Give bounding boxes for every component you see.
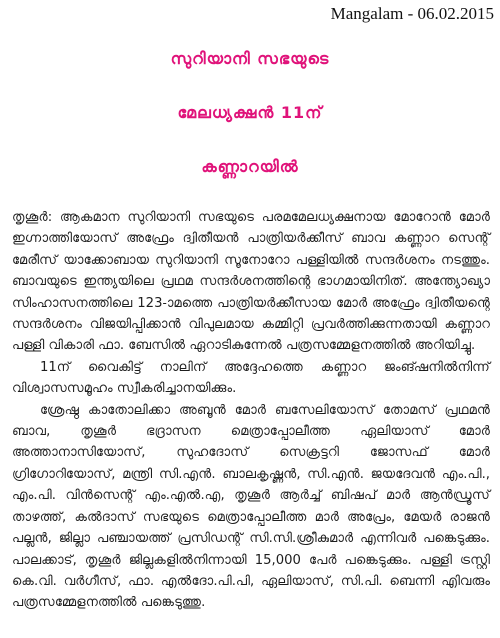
article-paragraph-3: ശ്രേഷ്ഠ കാതോലിക്കാ അബൂന്‍ മോര്‍ ബസേലിയോസ് തോമസ് പ്രഥമന്‍ ബാവ, തൃശൂര്‍ ഭദ്രാസന മെത്രാപ്പോലീത്ത ഏലിയാസ് മോര്‍ അത്താനാസിയോസ്, സുഹദോസ് സെക്രട്ടറി ജോസഫ് മോര്‍ ഗ്രിഗോറിയോസ്, മന്ത്രി സി.എന്‍. ബാലകൃഷ്ണന്‍, സി.എന്‍. ജയദേവന്‍ എം.പി., എം.പി. വിന്‍സെന്റ് എം.എല്‍.എ, തൃശൂര്‍ ആര്‍ച്ച് ബിഷപ് മാര്‍ ആന്‍ഡ്രൂസ് താഴത്ത്, കല്‍ദാസ് സഭയുടെ മെത്രാപ്പോലീത്ത മാര്‍ അപ്രേം, മേയര്‍ രാജന്‍ പല്ലന്‍, ജില്ലാ പഞ്ചായത്ത് പ്രസിഡന്റ് സി.സി.ശ്രീകുമാര്‍ എന്നിവര്‍ പങ്കെടുക്കും. പാലക്കാട്, തൃശൂര്‍ ജില്ലകളില്‍നിന്നായി 15,000 പേര്‍ പങ്കെടുക്കും. പള്ളി ട്രസ്റ്റി കെ.വി. വര്‍ഗീസ്, ഫാ. എല്‍ദോ.പി.പി, ഏലിയാസ്, സി.പി. ബെന്നി എിവരും പത്രസമ്മേളനത്തില്‍ പങ്കെടുത്തു.	[12, 402, 490, 611]
article-paragraph-2: 11ന് വൈകിട്ട് നാലിന് അദ്ദേഹത്തെ കണ്ണാറ ജംങ്ഷനില്‍നിന്ന് വിശ്വാസസമൂഹം സ്വീകരിച്ചാനയിക്കും.	[12, 359, 490, 397]
headline-line-3: കണ്ണാറയില്‍	[201, 157, 299, 176]
article-paragraph-1: തൃശൂര്‍: ആകമാന സുറിയാനി സഭയുടെ പരമമേലധ്യക്ഷനായ മോറോന്‍ മോര്‍ ഇഗ്നാത്തിയോസ് അഫ്രേം ദ്വിതീയന്‍ പാത്രിയര്‍ക്കീസ് ബാവ കണ്ണാറ സെന്റ് മേരീസ് യാക്കോബായ സുറിയാനി സൂനോറോ പള്ളിയില്‍ സന്ദര്‍ശനം നടത്തും. ബാവയുടെ ഇന്ത്യയിലെ പ്രഥമ സന്ദര്‍ശനത്തിന്റെ ഭാഗമായിനിത്. അന്ത്യോഖ്യാ സിംഹാസനത്തിലെ 123-ാമത്തെ പാത്രിയര്‍ക്കീസായ മോര്‍ അഫ്രേം ദ്വിതീയന്റെ സന്ദര്‍ശനം വിജയിപ്പിക്കാന്‍ വിപുലമായ കമ്മിറ്റി പ്രവര്‍ത്തിക്കുന്നതായി കണ്ണാറ പള്ളി വികാരി ഫാ. ബേസില്‍ ഏറാടികുന്നേല്‍ പത്രസമ്മേളനത്തില്‍ അറിയിച്ചു.	[12, 210, 490, 354]
headline-line-1: സുറിയാനി സഭയുടെ	[170, 49, 330, 68]
source-date-line: Mangalam - 06.02.2015	[330, 4, 494, 23]
headline	[0, 32, 500, 194]
article-body	[12, 207, 490, 614]
headline-line-2: മേലധ്യക്ഷന്‍ 11ന്	[177, 103, 323, 122]
